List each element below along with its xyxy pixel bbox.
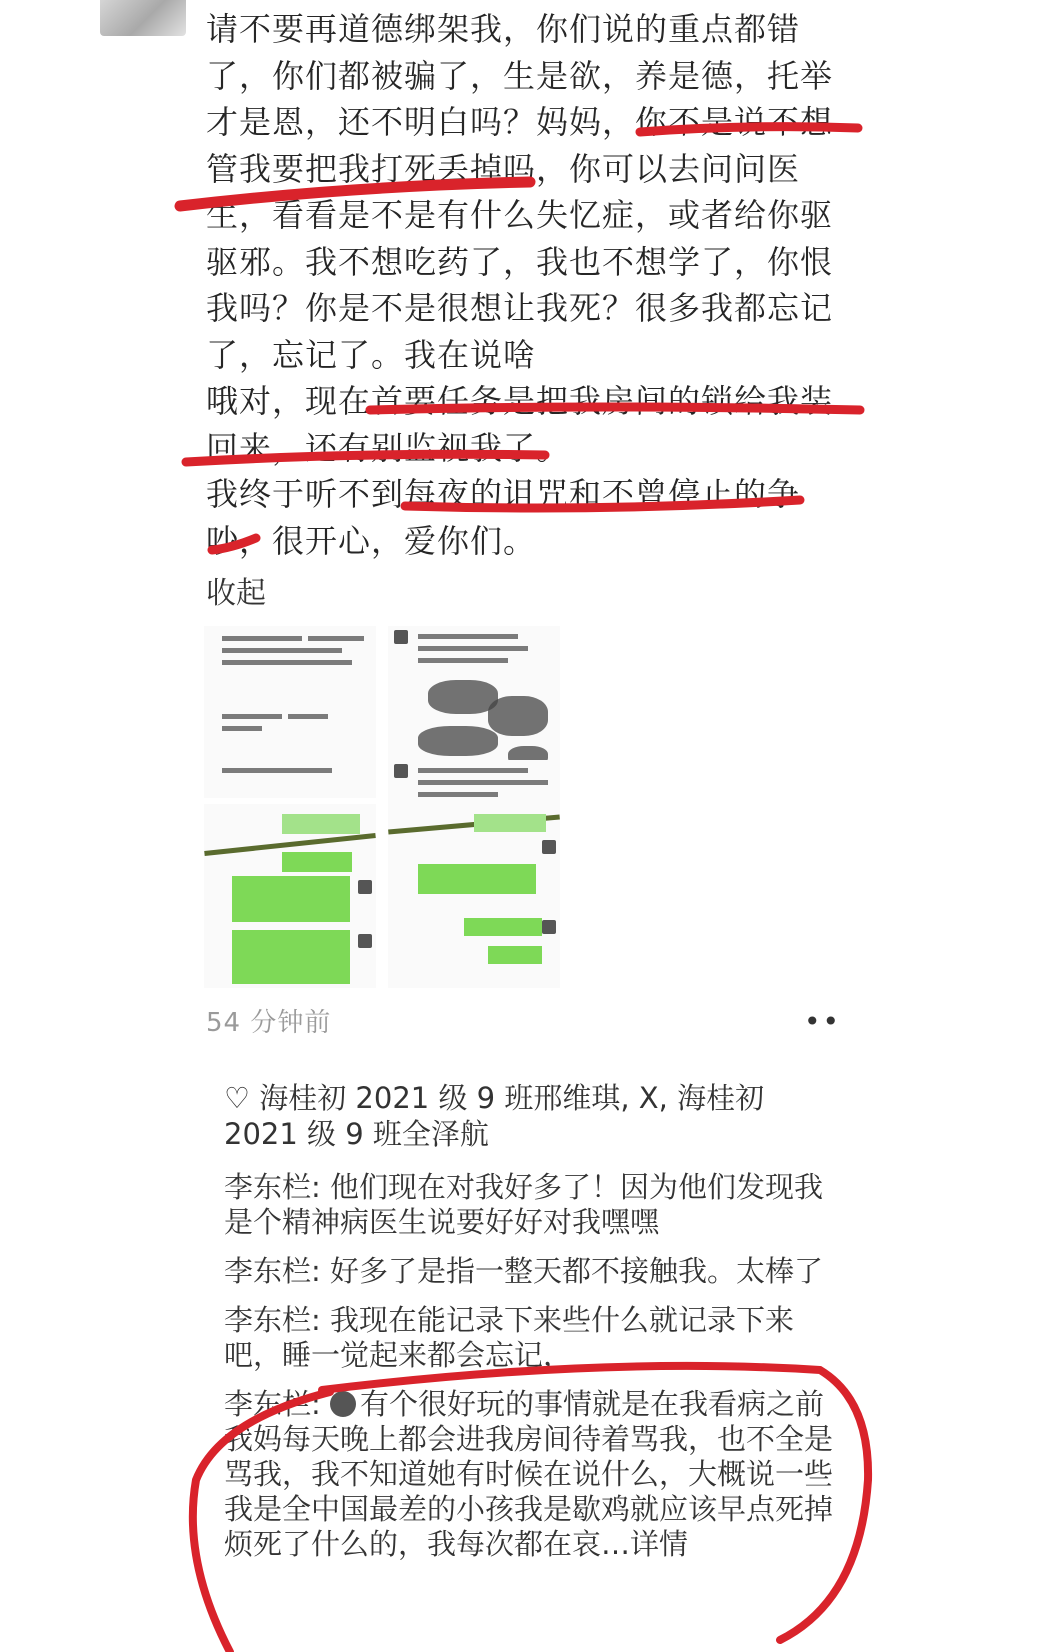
comment-text: 他们现在对我好多了！因为他们发现我是个精神病医生说要好好对我嘿嘿 (224, 1170, 824, 1239)
post-line: 才是恩，还不明白吗？妈妈，你不是说不想 (206, 103, 834, 141)
post-line: 我终于听不到每夜的诅咒和不曾停止的争 (206, 475, 801, 513)
comment-author[interactable]: 李东栏 (224, 1254, 312, 1288)
comments-list (224, 1170, 844, 1576)
likes-section (224, 1080, 844, 1152)
comment-author[interactable]: 李东栏 (224, 1303, 312, 1337)
post-line: 哦对，现在首要任务是把我房间的锁给我装 (206, 382, 834, 420)
comment-author[interactable]: 李东栏 (224, 1170, 312, 1204)
post-line: 请不要再道德绑架我，你们说的重点都错 (206, 10, 801, 48)
comment-text: 我现在能记录下来些什么就记录下来吧，睡一觉起来都会忘记， (224, 1303, 795, 1372)
post-line: 了，忘记了。我在说啥 (206, 335, 537, 374)
comment-text: 有个很好玩的事情就是在我看病之前我妈每天晚上都会进我房间待着骂我，也不全是骂我，我不知道她有时候在说什么，大概说一些我是全中国最差的小孩我是歇鸡就应该早点死掉烦死了什么的，我每次都在哀…详情 (224, 1387, 834, 1561)
post-line: 回来，还有别监视我了。 (206, 428, 570, 467)
comment-item[interactable]: 李东栏: 有个很好玩的事情就是在我看病之前我妈每天晚上都会进我房间待着骂我，也不全是骂我，我不知道她有时候在说什么，大概说一些我是全中国最差的小孩我是歇鸡就应该早点死掉烦死了什么的，我每次都在哀…详情 (224, 1387, 834, 1561)
post-line: 管我要把我打死丢掉吗，你可以去问问医 (206, 149, 801, 188)
post-image-3[interactable] (204, 804, 376, 988)
comment-item[interactable]: 李东栏: 我现在能记录下来些什么就记录下来吧，睡一觉起来都会忘记， (224, 1303, 795, 1372)
post-line: 我吗？你是不是很想让我死？很多我都忘记 (206, 289, 834, 327)
likes-names: 海桂初 2021 级 9 班邢维琪, X, 海桂初 2021 级 9 班全泽航 (224, 1081, 765, 1151)
post-image-4[interactable] (388, 760, 560, 988)
post-image-1[interactable] (204, 626, 376, 798)
post-line: 驱邪。我不想吃药了，我也不想学了，你恨 (206, 242, 834, 281)
more-options-button[interactable]: •• (804, 1005, 842, 1038)
post-line: 吵，很开心，爱你们。 (206, 521, 537, 560)
heart-icon[interactable]: ♡ (224, 1081, 250, 1115)
post-line: 了，你们都被骗了，生是欲，养是德，托举 (206, 56, 834, 95)
collapse-link[interactable]: 收起 (206, 576, 266, 611)
avatar[interactable] (100, 0, 186, 36)
post-line: 生，看看是不是有什么失忆症，或者给你驱 (206, 196, 834, 234)
comment-item[interactable]: 李东栏: 好多了是指一整天都不接触我。太棒了 (224, 1254, 824, 1288)
comment-text: 好多了是指一整天都不接触我。太棒了 (330, 1254, 824, 1288)
comment-author[interactable]: 李东栏 (224, 1387, 312, 1421)
post-text (206, 6, 886, 564)
post-timestamp: 54 分钟前 (206, 1008, 332, 1038)
emoji-icon (330, 1391, 356, 1417)
comment-item[interactable]: 李东栏: 他们现在对我好多了！因为他们发现我是个精神病医生说要好好对我嘿嘿 (224, 1170, 824, 1239)
